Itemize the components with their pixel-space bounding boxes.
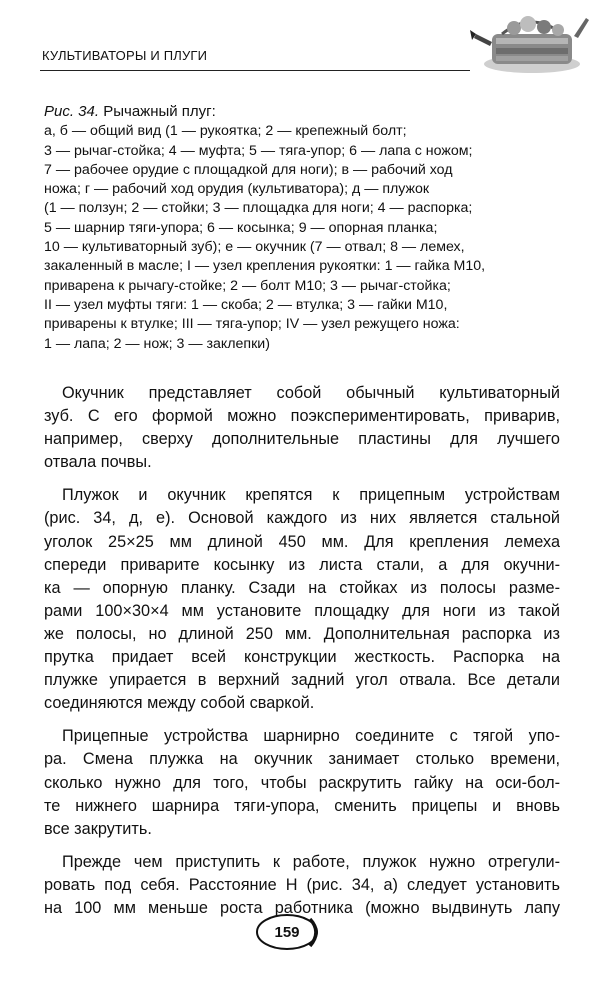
caption-line: приварена к рычагу-стойке; 2 — болт М10; 3 — рычаг-стойка;	[44, 277, 451, 294]
page-number: 159	[274, 923, 300, 941]
text-line: (рис. 34, д, е). Основой каждого из них является стальной	[44, 509, 560, 528]
figure-caption	[44, 102, 559, 354]
text-line: уголок 25×25 мм длиной 450 мм. Для крепления лемеха	[44, 532, 560, 551]
text-line: спереди приварите косынку из листа стали, а для окучни-	[44, 555, 560, 574]
body-text	[44, 382, 560, 930]
paragraph	[44, 484, 560, 715]
caption-line: а, б — общий вид (1 — рукоятка; 2 — крепежный болт;	[44, 123, 407, 140]
caption-line: приварены к втулке; III — тяга-упор; IV — узел режущего ножа:	[44, 316, 460, 333]
text-line: соединяются между собой сваркой.	[44, 694, 315, 713]
caption-line: 3 — рычаг-стойка; 4 — муфта; 5 — тяга-упор; 6 — лапа с ножом;	[44, 142, 473, 159]
text-line: рами 100×30×4 мм установите площадку для ноги из такой	[44, 601, 560, 620]
caption-title-line	[44, 102, 559, 121]
text-line: Окучник представляет собой обычный культиваторный	[62, 384, 560, 402]
text-line: отвала почвы.	[44, 453, 152, 472]
caption-line: (1 — ползун; 2 — стойки; 3 — площадка для ноги; 4 — распорка;	[44, 200, 473, 217]
caption-line: 10 — культиваторный зуб); е — окучник (7 — отвал; 8 — лемех,	[44, 239, 465, 256]
header-rule	[40, 70, 470, 71]
text-line: зуб. С его формой можно поэкспериментировать, приварив,	[44, 407, 560, 426]
text-line: например, сверху дополнительные пластины для лучшего	[44, 430, 560, 449]
caption-line: ножа; г — рабочий ход орудия (культиватора); д — плужок	[44, 181, 430, 198]
text-line: ровать под себя. Расстояние H (рис. 34, а) следует установить	[44, 875, 560, 894]
caption-line: 1 — лапа; 2 — нож; 3 — заклепки)	[44, 335, 270, 352]
caption-line: II — узел муфты тяги: 1 — скоба; 2 — втулка; 3 — гайки М10,	[44, 296, 448, 313]
text-line: плужке упирается в верхний задний угол отвала. Все детали	[44, 671, 560, 690]
caption-title: Рычажный плуг:	[103, 103, 216, 120]
caption-figure-ref: Рис. 34.	[44, 103, 100, 120]
text-line: же полосы, но длиной 250 мм. Дополнительная распорка из	[44, 624, 560, 643]
garden-tools-basket-icon	[462, 6, 592, 78]
text-line: сколько нужно для того, чтобы раскрутить гайку на оси-бол-	[44, 773, 560, 792]
text-line: ка — опорную планку. Сзади на стойках из полосы разме-	[44, 578, 560, 597]
caption-line: 7 — рабочее орудие с площадкой для ноги); в — рабочий ход	[44, 161, 453, 178]
text-line: Прежде чем приступить к работе, плужок нужно отрегули-	[62, 852, 560, 871]
paragraph	[44, 382, 560, 474]
text-line: ра. Смена плужка на окучник занимает столько времени,	[44, 750, 560, 769]
text-line: те нижнего шарнира тяги-упора, сменить прицепы и вновь	[44, 796, 560, 815]
text-line: Прицепные устройства шарнирно соедините с тягой упо-	[62, 727, 560, 746]
text-line: на 100 мм меньше роста работника (можно выдвинуть лапу	[44, 898, 560, 917]
paragraph	[44, 725, 560, 840]
caption-line: 5 — шарнир тяги-упора; 6 — косынка; 9 — опорная планка;	[44, 219, 438, 236]
running-header: КУЛЬТИВАТОРЫ И ПЛУГИ	[42, 48, 208, 63]
text-line: прутка придает всей конструкции жесткость. Распорка на	[44, 648, 560, 667]
caption-line: закаленный в масле; I — узел крепления рукоятки: 1 — гайка М10,	[44, 258, 486, 275]
text-line: все закрутить.	[44, 819, 152, 838]
text-line: Плужок и окучник крепятся к прицепным устройствам	[62, 486, 560, 505]
page-number-badge	[252, 910, 322, 954]
